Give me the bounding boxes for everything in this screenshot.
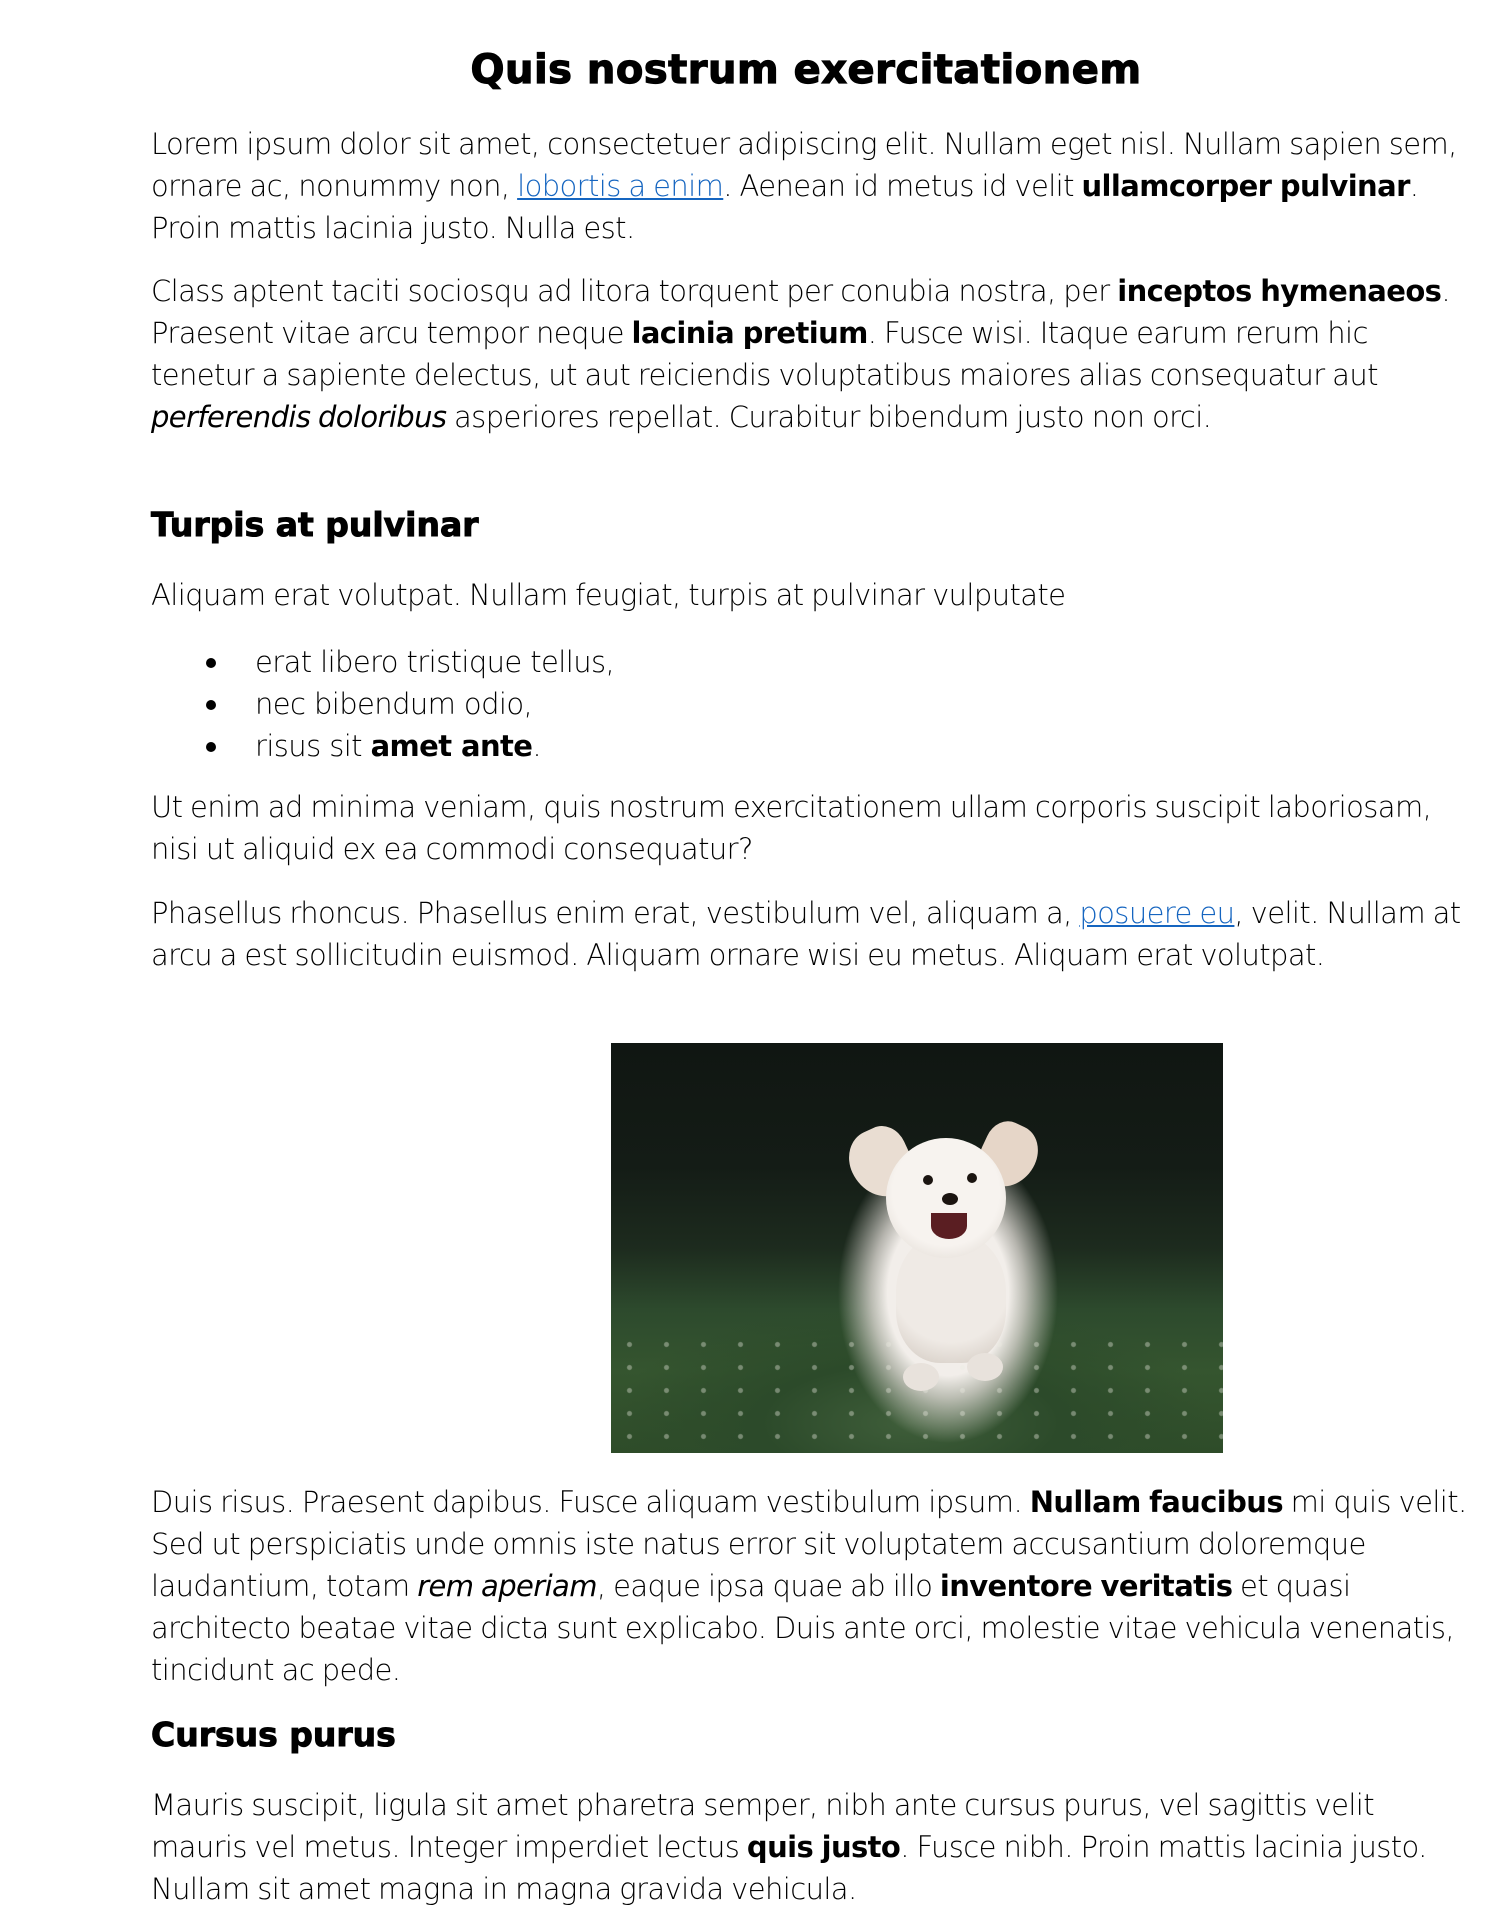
text-run: Phasellus rhoncus. Phasellus enim erat, vestibulum vel, aliquam a, xyxy=(151,896,1080,930)
text-run: Mauris suscipit, ligula sit amet pharetra semper, nibh ante cursus purus, vel sagittis velit mauris vel metus. Integer imperdiet lectus xyxy=(151,1788,1375,1864)
list-item-text: risus sit xyxy=(255,729,371,763)
text-run: . Proin mattis lacinia justo. Nulla est. xyxy=(151,169,1419,245)
bold-text: inceptos hymenaeos xyxy=(1117,274,1442,308)
bullet-icon xyxy=(206,658,216,668)
list-item-text: nec bibendum odio, xyxy=(255,687,533,721)
text-run: , eaque ipsa quae ab illo xyxy=(596,1569,940,1603)
text-run: et quasi architecto beatae vitae dicta sunt explicabo. Duis ante orci, molestie vitae vehicula venenatis, tincidunt ac pede. xyxy=(151,1569,1455,1687)
text-run: asperiores repellat. Curabitur bibendum justo non orci. xyxy=(446,400,1212,434)
paragraph-aliquam: Aliquam erat volutpat. Nullam feugiat, turpis at pulvinar vulputate xyxy=(151,578,1066,612)
paragraph-ut-enim: Ut enim ad minima veniam, quis nostrum exercitationem ullam corporis suscipit laboriosam, nisi ut aliquid ex ea commodi consequatur? xyxy=(151,790,1432,866)
heading-turpis-at-pulvinar: Turpis at pulvinar xyxy=(151,505,479,544)
link-lobortis-a-enim[interactable]: lobortis a enim xyxy=(517,169,724,203)
link-posuere-eu[interactable]: posuere eu xyxy=(1079,896,1235,930)
italic-text: perferendis doloribus xyxy=(151,400,447,434)
bold-text: amet ante xyxy=(370,729,533,763)
document-title: Quis nostrum exercitationem xyxy=(470,47,1142,93)
bullet-icon xyxy=(206,742,216,752)
paragraph-duis-risus xyxy=(151,1481,1471,1691)
bold-text: quis justo xyxy=(746,1830,901,1864)
bold-text: Nullam faucibus xyxy=(1029,1485,1284,1519)
text-run: . Fusce wisi. Itaque earum rerum hic tenetur a sapiente delectus, ut aut reiciendis voluptatibus maiores alias consequatur aut xyxy=(151,316,1378,392)
paragraph-phasellus xyxy=(151,892,1471,976)
dog-eye xyxy=(967,1173,977,1183)
dog-nose xyxy=(942,1193,958,1205)
dog-paw xyxy=(967,1353,1003,1381)
list-item-text: erat libero tristique tellus, xyxy=(255,645,615,679)
bold-text: lacinia pretium xyxy=(631,316,868,350)
list-item xyxy=(151,725,614,767)
text-run: Duis risus. Praesent dapibus. Fusce aliquam vestibulum ipsum. xyxy=(151,1485,1030,1519)
italic-text: rem aperiam xyxy=(417,1569,597,1603)
text-run: . Fusce nibh. Proin mattis lacinia justo. Nullam sit amet magna in magna gravida vehicula. xyxy=(151,1830,1427,1906)
list-item xyxy=(151,641,614,683)
text-run: . Praesent vitae arcu tempor neque xyxy=(151,274,1450,350)
dog-mouth xyxy=(931,1213,967,1239)
bullet-icon xyxy=(206,700,216,710)
paragraph-mauris xyxy=(151,1784,1471,1910)
dog-photo xyxy=(611,1043,1223,1453)
dog-eye xyxy=(923,1175,933,1185)
text-run: Lorem ipsum dolor sit amet, consectetuer adipiscing elit. Nullam eget nisl. Nullam sapien sem, ornare ac, nonummy non, xyxy=(151,127,1457,203)
text-run: Class aptent taciti sociosqu ad litora torquent per conubia nostra, per xyxy=(151,274,1118,308)
bullet-list xyxy=(151,641,614,767)
text-run: . xyxy=(532,729,541,763)
dog-paw xyxy=(903,1363,939,1391)
bold-text: ullamcorper pulvinar xyxy=(1081,169,1410,203)
paragraph-class-aptent xyxy=(151,270,1471,438)
text-run: , velit. Nullam at arcu a est sollicitudin euismod. Aliquam ornare wisi eu metus. Aliquam erat volutpat. xyxy=(151,896,1461,972)
heading-cursus-purus: Cursus purus xyxy=(151,1715,396,1754)
text-run: mi quis velit. Sed ut perspiciatis unde omnis iste natus error sit voluptatem accusantium doloremque laudantium, totam xyxy=(151,1485,1467,1603)
paragraph-intro xyxy=(151,123,1471,249)
list-item xyxy=(151,683,614,725)
bold-text: inventore veritatis xyxy=(939,1569,1233,1603)
text-run: . Aenean id metus id velit xyxy=(723,169,1082,203)
